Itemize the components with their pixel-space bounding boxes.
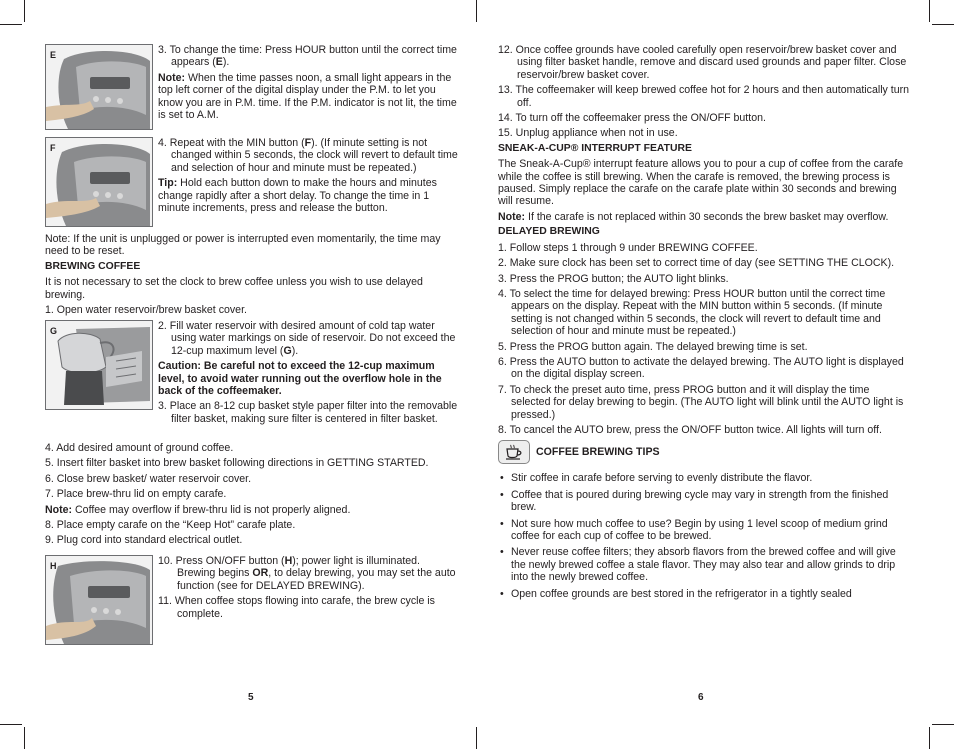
center-crop-mark xyxy=(476,727,477,749)
brewing-step-1: 1. Open water reservoir/brew basket cover. xyxy=(45,304,247,317)
delayed-step-8: 8. To cancel the AUTO brew, press the ON/OFF button twice. All lights will turn off. xyxy=(498,423,882,436)
figure-f xyxy=(45,137,153,227)
sneak-a-cup-note: Note: If the carafe is not replaced within 30 seconds the brew basket may overflow. xyxy=(498,210,889,223)
brewing-step-2-block xyxy=(158,320,458,428)
brewing-step-10-block xyxy=(158,555,458,623)
crop-mark xyxy=(932,24,954,25)
tips-list xyxy=(498,472,910,600)
brewing-step-5: 5. Insert filter basket into brew basket following directions in GETTING STARTED. xyxy=(45,457,429,470)
brewing-step-11: 11. When coffee stops flowing into carafe, the brew cycle is complete. xyxy=(158,595,435,620)
crop-mark xyxy=(929,727,930,749)
tip-item: • Coffee that is poured during brewing cycle may vary in strength from the finished brew. xyxy=(498,489,910,514)
figure-letter: H xyxy=(50,561,57,571)
crop-mark xyxy=(0,24,22,25)
filling-water-reservoir-illustration xyxy=(46,321,152,409)
caution: Caution: Be careful not to exceed the 12-cup maximum level, to avoid water running out the overflow hole in the back of the coffeemaker. xyxy=(158,360,442,398)
tip-item: • Never reuse coffee filters; they absorb flavors from the brewed coffee and will give the newly brewed coffee a stale flavor. They may also tear and allow grinds to drip into the newly brewed coffee. xyxy=(498,546,910,583)
figure-letter: G xyxy=(50,326,58,336)
crop-mark xyxy=(24,727,25,749)
figure-h xyxy=(45,555,153,645)
figure-letter: F xyxy=(50,143,56,153)
brewing-coffee-heading: BREWING COFFEE xyxy=(45,260,141,272)
brewing-step-6: 6. Close brew basket/ water reservoir cover. xyxy=(45,472,252,485)
coffee-brewing-tips-header xyxy=(498,440,910,464)
step-13: 13. The coffeemaker will keep brewed coffee hot for 2 hours and then automatically turn off. xyxy=(498,84,910,109)
tip-item: • Stir coffee in carafe before serving to evenly distribute the flavor. xyxy=(498,472,910,484)
crop-mark xyxy=(24,0,25,22)
left-page xyxy=(45,44,457,684)
coffeemaker-control-panel-illustration xyxy=(46,45,152,129)
note-unplug: Note: If the unit is unplugged or power is interrupted even momentarily, the time may need to be reset. xyxy=(45,233,441,258)
tip-item: • Open coffee grounds are best stored in the refrigerator in a tightly sealed xyxy=(498,588,910,600)
brewing-section xyxy=(45,233,457,319)
step-3-block xyxy=(158,44,458,124)
figure-e xyxy=(45,44,153,130)
page-number-left: 5 xyxy=(248,692,254,703)
sneak-a-cup-heading: SNEAK-A-CUP® INTERRUPT FEATURE xyxy=(498,142,692,154)
delayed-step-2: 2. Make sure clock has been set to correct time of day (see SETTING THE CLOCK). xyxy=(498,257,895,270)
coffee-cup-icon xyxy=(498,440,530,464)
delayed-brewing-heading: DELAYED BREWING xyxy=(498,226,600,238)
brewing-step-8: 8. Place empty carafe on the “Keep Hot” carafe plate. xyxy=(45,519,296,532)
coffee-brewing-tips-heading: COFFEE BREWING TIPS xyxy=(536,446,660,459)
brewing-step-4: 4. Add desired amount of ground coffee. xyxy=(45,442,234,454)
brewing-intro: It is not necessary to set the clock to brew coffee unless you wish to use delayed brewing. xyxy=(45,276,423,301)
crop-mark xyxy=(932,724,954,725)
brewing-step-2: 2. Fill water reservoir with desired amount of cold tap water using water markings on side of reservoir. Do not exceed the 12-cup maximum level (G). xyxy=(158,320,456,357)
tip: Tip: Hold each button down to make the hours and minutes change rapidly after a short delay. To change the time in 1 minute increments, press and release the button. xyxy=(158,177,437,215)
crop-mark xyxy=(0,724,22,725)
delayed-step-4: 4. To select the time for delayed brewing: Press HOUR button until the correct time appears on the display. Repeat with the MIN button within 5 seconds. (If minute setting is not changed within 5 seconds, the clock will revert to default time and selection of hour and minute must be repeated.) xyxy=(498,287,886,338)
right-page xyxy=(498,44,910,604)
note-pm: Note: When the time passes noon, a small light appears in the top left corner of the digital display under the P.M. to let you know you are in P.M. time. If the P.M. indicator is not lit, the time is set to A.M. xyxy=(158,71,457,122)
center-crop-mark xyxy=(476,0,477,22)
step-4: 4. Repeat with the MIN button (F). (If minute setting is not changed within 5 seconds, the clock will revert to default time and selection of hour and minute must be repeated.) xyxy=(158,137,458,174)
step-4-block xyxy=(158,137,458,217)
page-number-right: 6 xyxy=(698,692,704,703)
delayed-step-6: 6. Press the AUTO button to activate the delayed brewing. The AUTO light is displayed on the digital display screen. xyxy=(498,355,904,381)
step-14: 14. To turn off the coffeemaker press the ON/OFF button. xyxy=(498,112,766,125)
sneak-a-cup-text: The Sneak-A-Cup® interrupt feature allows you to pour a cup of coffee from the carafe while the coffee is still brewing. When the carafe is removed, the brewing process is paused. Simply replace the carafe on the carafe plate within 30 seconds and brewing will resume. xyxy=(498,158,904,208)
brewing-steps-continued xyxy=(45,442,457,550)
crop-mark xyxy=(929,0,930,22)
delayed-step-7: 7. To check the preset auto time, press PROG button and it will display the time selected for delay brewing to begin. (The AUTO light will blink until the AUTO light is pressed.) xyxy=(498,383,904,421)
figure-g xyxy=(45,320,153,410)
brewing-step-7: 7. Place brew-thru lid on empty carafe. xyxy=(45,488,227,501)
brewing-step-3: 3. Place an 8-12 cup basket style paper filter into the removable filter basket, making sure filter is centered in filter basket. xyxy=(158,400,458,425)
step-15: 15. Unplug appliance when not in use. xyxy=(498,127,678,140)
coffeemaker-min-button-illustration xyxy=(46,138,152,226)
step-3: 3. To change the time: Press HOUR button until the correct time appears (E). xyxy=(158,44,457,69)
tip-item: • Not sure how much coffee to use? Begin by using 1 level scoop of medium grind coffee for each cup of coffee to be brewed. xyxy=(498,518,910,543)
note-overflow: Note: Coffee may overflow if brew-thru lid is not properly aligned. xyxy=(45,503,351,516)
delayed-step-5: 5. Press the PROG button again. The delayed brewing time is set. xyxy=(498,340,808,353)
figure-letter: E xyxy=(50,50,57,60)
step-12: 12. Once coffee grounds have cooled carefully open reservoir/brew basket cover and using filter basket handle, remove and discard used grounds and paper filter. Close reservoir/brew basket cover. xyxy=(498,44,907,81)
pressing-on-off-button-illustration xyxy=(46,556,152,644)
brewing-step-9: 9. Plug cord into standard electrical outlet. xyxy=(45,534,243,547)
brewing-step-10: 10. Press ON/OFF button (H); power light is illuminated. Brewing begins OR, to delay brewing, you may set the auto function (see for DELAYED BREWING). xyxy=(158,555,456,592)
delayed-step-1: 1. Follow steps 1 through 9 under BREWING COFFEE. xyxy=(498,241,758,254)
delayed-step-3: 3. Press the PROG button; the AUTO light blinks. xyxy=(498,272,729,285)
